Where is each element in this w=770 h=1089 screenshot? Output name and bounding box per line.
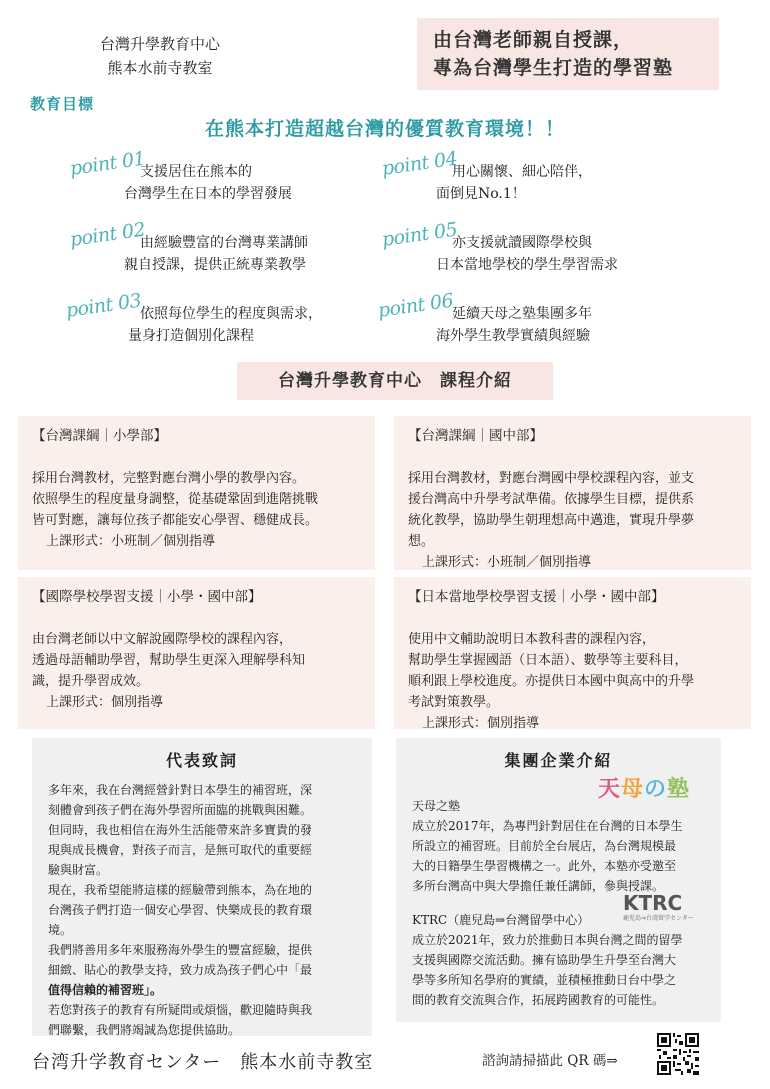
course-card-tw-junior [394, 416, 751, 570]
group-line: KTRC（鹿兒島⇒台灣留學中心） [412, 913, 590, 927]
footer-qr-text: 諮詢請掃描此 QR 碼⇒ [482, 1053, 618, 1069]
goals-title: 教育目標 [30, 95, 95, 113]
greeting-line: 現與成長機會，對孩子而言，是無可取代的重要經 [48, 843, 313, 857]
ktrc-logo-subtext: 鹿児島⇒台湾留学センター [623, 915, 694, 922]
course-card-line: 採用台灣教材，對應台灣國中學校課程內容，並支 [408, 471, 695, 486]
greeting-line: 驗與財富。 [48, 863, 109, 877]
slogan-box [417, 18, 719, 90]
greeting-line: 若您對孩子的教育有所疑問或煩惱，歡迎隨時與我 [48, 1003, 313, 1017]
course-card-line: 採用台灣教材，完整對應台灣小學的教學內容。 [32, 471, 306, 486]
greeting-line: 境。 [48, 923, 73, 937]
course-card-line: 幫助學生掌握國語（日本語）、數學等主要科目， [408, 653, 688, 668]
point-tag: point 05 [380, 218, 459, 251]
course-card-line: 識，提升學習成效。 [32, 674, 150, 689]
goals-headline: 在熊本打造超越台灣的優質教育環境！！ [204, 118, 565, 140]
course-card-title: 【國際學校學習支援｜小學・國中部】 [32, 589, 262, 605]
point-04 [380, 147, 712, 208]
course-card-format: 上課形式：個別指導 [46, 695, 164, 710]
course-card-line: 透過母語輔助學習，幫助學生更深入理解學科知 [32, 653, 306, 668]
point-text-line2: 量身打造個別化課程 [128, 328, 254, 344]
footer-org-name: 台湾升学教育センター 熊本水前寺教室 [32, 1052, 374, 1073]
slogan-line1: 由台灣老師親自授課， [433, 29, 634, 51]
point-tag: point 04 [380, 147, 459, 180]
point-tag: point 02 [68, 218, 147, 251]
greeting-body [48, 780, 312, 1040]
point-01 [68, 147, 400, 208]
group-line: 支援與國際交流活動。擁有協助學生升學至台灣大 [412, 953, 677, 967]
tenmu-logo-char: の [644, 776, 668, 802]
greeting-line: 台灣孩子們打造一個安心學習、快樂成長的教育環 [48, 903, 313, 917]
greeting-panel [32, 738, 372, 1036]
point-text-line1: 用心關懷、細心陪伴， [452, 164, 592, 180]
point-text-line2: 日本當地學校的學生學習需求 [436, 257, 618, 273]
course-card-line: 統化教學，協助學生朝理想高中邁進，實現升學夢 [408, 513, 695, 528]
course-card-line: 考試對策教學。 [408, 695, 500, 710]
point-text-line1: 由經驗豐富的台灣專業講師 [140, 235, 308, 251]
point-03 [64, 289, 396, 350]
group-title: 集團企業介紹 [504, 751, 613, 770]
point-text-line1: 依照每位學生的程度與需求， [140, 306, 322, 322]
group-line: 成立於2017年，為專門針對居住在台灣的日本學生 [412, 819, 683, 833]
slogan-line2: 專為台灣學生打造的學習塾 [433, 57, 674, 79]
greeting-line: 多年來，我在台灣經營針對日本學生的補習班，深 [48, 783, 313, 797]
ktrc-logo-text: KTRC [623, 891, 683, 915]
org-name-line1: 台灣升學教育中心 [99, 35, 220, 53]
point-tag: point 01 [68, 147, 147, 180]
greeting-line: 但同時，我也相信在海外生活能帶來許多寶貴的發 [48, 823, 313, 837]
point-tag: point 03 [64, 289, 143, 322]
course-card-line: 皆可對應，讓每位孩子都能安心學習、穩健成長。 [32, 513, 319, 528]
course-card-title: 【日本當地學校學習支援｜小學・國中部】 [408, 589, 665, 605]
course-card-line: 順利跟上學校進度。亦提供日本國中與高中的升學 [408, 674, 695, 689]
qr-code-icon[interactable] [657, 1033, 699, 1075]
point-text-line2: 面倒見No.1！ [436, 186, 526, 202]
group-line: 間的教育交流與合作，拓展跨國教育的可能性。 [412, 993, 665, 1007]
course-card-format: 上課形式：小班制／個別指導 [46, 534, 216, 549]
course-card-format: 上課形式：個別指導 [422, 716, 540, 731]
point-tag: point 06 [376, 289, 455, 322]
org-name [60, 32, 260, 80]
course-card-line: 想。 [408, 534, 435, 549]
group-line: 天母之塾 [412, 799, 461, 813]
course-card-international [18, 577, 375, 729]
point-text-line2: 海外學生教學實績與經驗 [436, 328, 590, 344]
group-line: 所設立的補習班。目前於全台展店，為台灣規模最 [412, 839, 677, 853]
group-line: 多所台灣高中與大學擔任兼任講師，參與授課。 [412, 879, 665, 893]
greeting-line: 們聯繫，我們將竭誠為您提供協助。 [48, 1023, 241, 1037]
greeting-line: 細緻、貼心的教學支持，致力成為孩子們心中「最 [48, 963, 313, 977]
tenmu-logo-char: 母 [621, 776, 645, 802]
greeting-title: 代表致詞 [165, 751, 238, 770]
course-card-tw-elementary [18, 416, 375, 570]
group-line: 大的日籍學生學習機構之一。此外，本塾亦受邀至 [412, 859, 677, 873]
point-text-line2: 親自授課，提供正統專業教學 [124, 257, 306, 273]
course-card-title: 【台灣課綱｜小學部】 [32, 428, 167, 444]
course-card-line: 援台灣高中升學考試準備。依據學生目標，提供系 [408, 492, 695, 507]
course-card-title: 【台灣課綱｜國中部】 [408, 428, 543, 444]
tenmu-logo-char: 天 [598, 776, 622, 802]
greeting-line: 刻體會到孩子們在海外學習所面臨的挑戰與困難。 [48, 803, 313, 817]
greeting-line: 現在，我希望能將這樣的經驗帶到熊本，為在地的 [48, 883, 313, 897]
tenmu-logo-text [598, 772, 690, 803]
group-line: 成立於2021年，致力於推動日本與台灣之間的留學 [412, 933, 683, 947]
point-text-line1: 延續天母之塾集團多年 [452, 306, 592, 322]
group-line: 學等多所知名學府的實績，並積極推動日台中學之 [412, 973, 677, 987]
course-card-line: 使用中文輔助說明日本教科書的課程內容， [408, 632, 656, 647]
point-05 [380, 218, 712, 279]
tenmu-logo-char: 塾 [667, 776, 691, 802]
course-card-japan-local [394, 577, 751, 729]
point-text-line1: 亦支援就讀國際學校與 [452, 235, 592, 251]
greeting-line: 我們將善用多年來服務海外學生的豐富經驗，提供 [48, 943, 313, 957]
point-text-line2: 台灣學生在日本的學習發展 [124, 186, 292, 202]
greeting-line: 值得信賴的補習班」。 [48, 983, 163, 997]
course-card-format: 上課形式：小班制／個別指導 [422, 555, 592, 570]
point-02 [68, 218, 400, 279]
course-card-line: 依照學生的程度量身調整，從基礎鞏固到進階挑戰 [32, 492, 319, 507]
course-banner: 台灣升學教育中心 課程介紹 [237, 362, 553, 400]
ktrc-logo [623, 891, 723, 923]
org-name-line2: 熊本水前寺教室 [107, 59, 213, 77]
tenmu-logo [598, 772, 690, 803]
point-text-line1: 支援居住在熊本的 [140, 164, 252, 180]
point-06 [376, 289, 708, 350]
course-card-line: 由台灣老師以中文解說國際學校的課程內容， [32, 632, 293, 647]
